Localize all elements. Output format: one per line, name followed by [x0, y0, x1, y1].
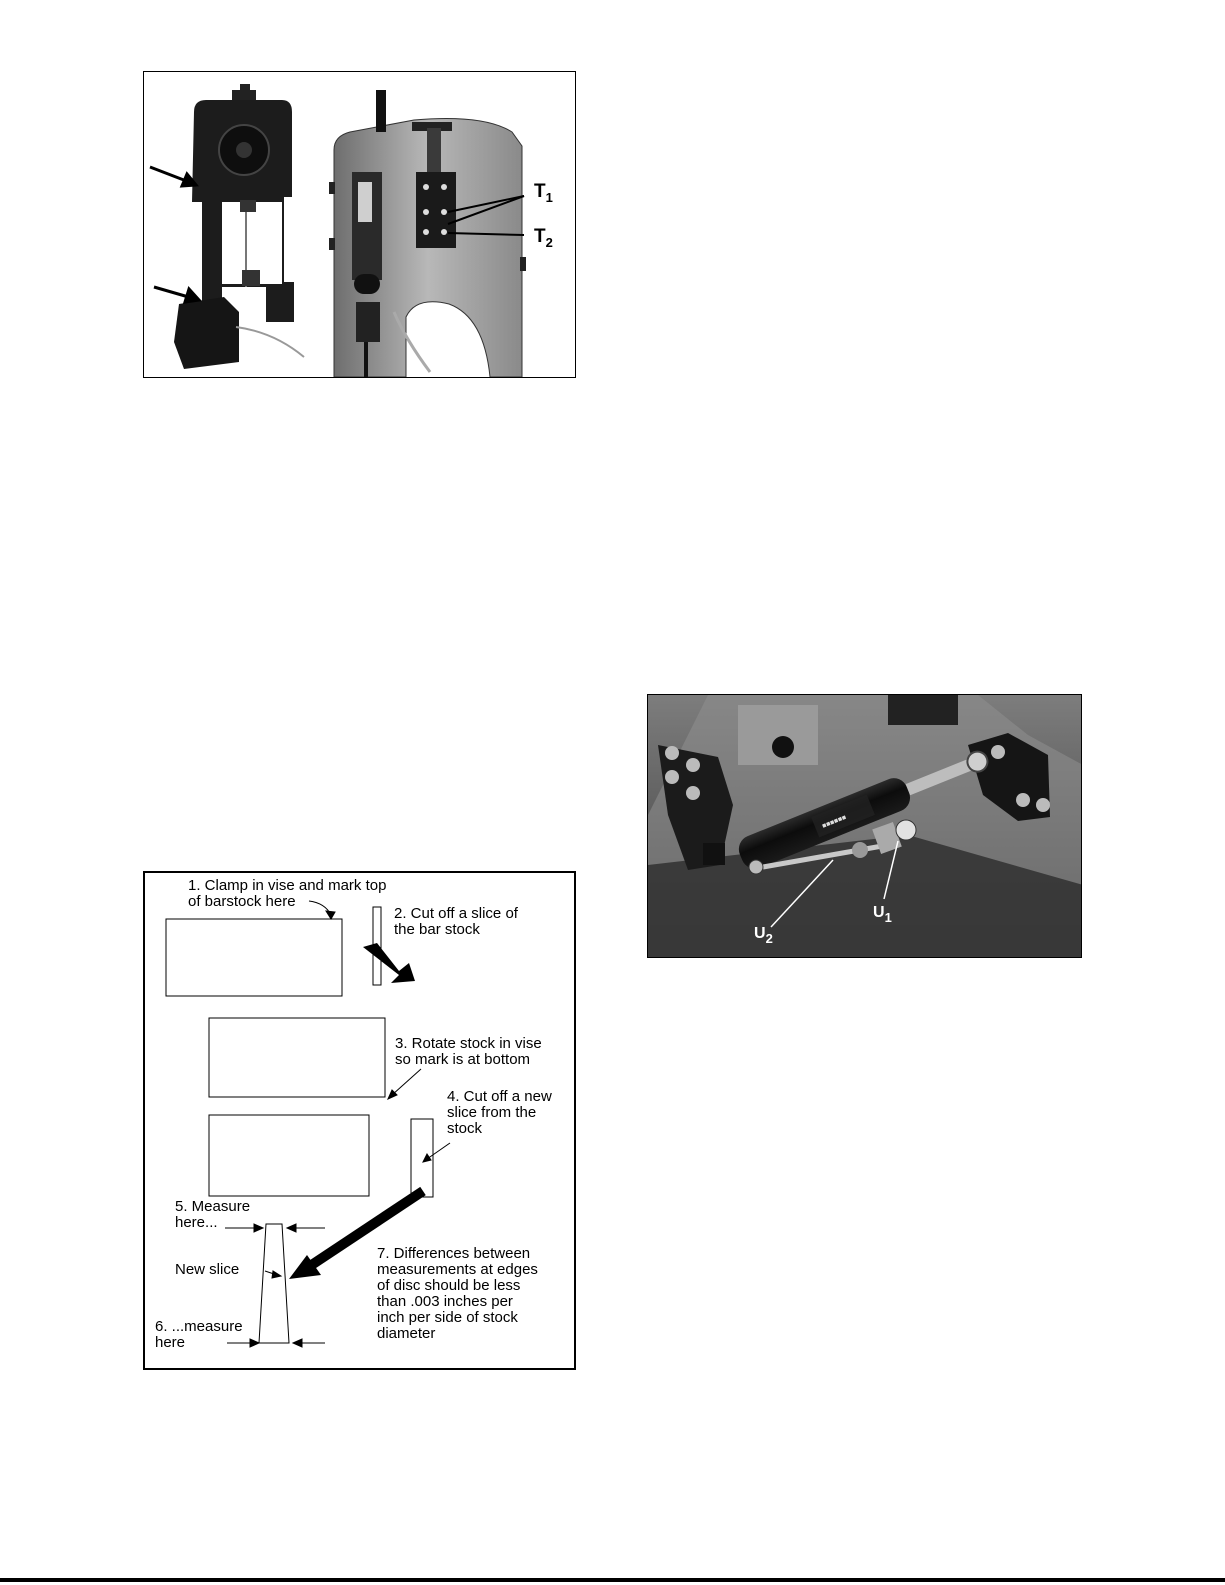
- hydraulic-cylinder-photo: [647, 694, 1082, 958]
- cylinder-illustration: [648, 695, 1082, 958]
- step-4-text: 4. Cut off a new slice from the stock: [447, 1088, 552, 1137]
- bold-arrow-1: [363, 943, 415, 983]
- label-u1: $U_1$: [873, 904, 892, 925]
- barstock-1: [166, 919, 342, 996]
- step-2-text: 2. Cut off a slice of the bar stock: [394, 905, 518, 938]
- new-slice: [259, 1224, 289, 1343]
- svg-text:■■■■■■: ■■■■■■: [821, 814, 848, 831]
- bandsaw-illustration: [144, 72, 576, 378]
- step-3-text: 3. Rotate stock in vise so mark is at bottom: [395, 1035, 542, 1068]
- new-slice-label: New slice: [175, 1261, 240, 1278]
- step-7-text: 7. Differences between measurements at edges of disc should be less than .003 inches per inch per side of stock diameter: [377, 1245, 538, 1342]
- label-t2: $T_2$: [534, 226, 553, 250]
- barstock-3: [209, 1115, 369, 1196]
- label-u2: $U_2$: [754, 925, 773, 946]
- left-saw-frame: [174, 84, 304, 369]
- step-6-text: 6. ...measure here: [155, 1318, 243, 1351]
- step-5-text: 5. Measure here...: [175, 1198, 251, 1231]
- page-footer-rule: [0, 1578, 1225, 1582]
- step-1-text: 1. Clamp in vise and mark top of barstock here: [188, 877, 387, 910]
- pointer-arrows: [150, 167, 199, 302]
- barstock-2: [209, 1018, 385, 1097]
- blade-test-diagram: [143, 871, 576, 1370]
- bandsaw-photo: [143, 71, 576, 378]
- label-t1: $T_1$: [534, 181, 553, 205]
